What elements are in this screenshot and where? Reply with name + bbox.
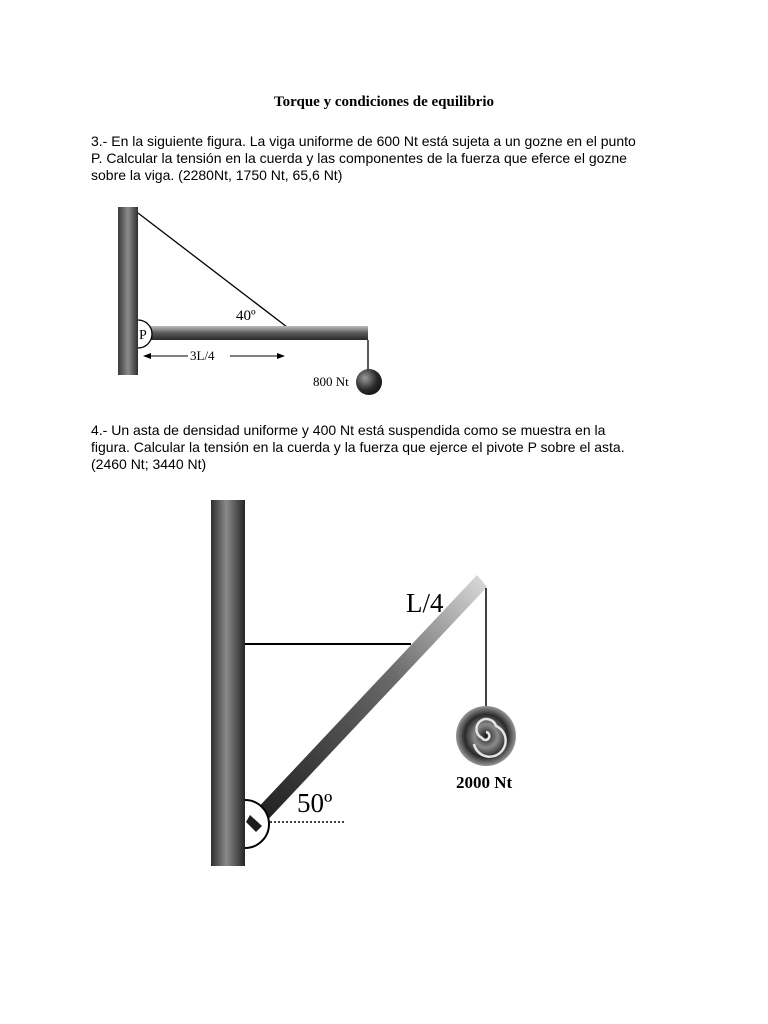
rod bbox=[252, 575, 487, 826]
distance-label: 3L/4 bbox=[190, 348, 215, 363]
weight-label: 800 Nt bbox=[313, 374, 349, 389]
angle-label: 40º bbox=[236, 308, 256, 324]
problem-3-line: 3.- En la siguiente figura. La viga uniforme de 600 Nt está sujeta a un gozne en el punto bbox=[91, 133, 636, 149]
weight-label: 2000 Nt bbox=[456, 773, 513, 792]
wall bbox=[211, 500, 245, 866]
distance-label: L/4 bbox=[406, 588, 444, 618]
pivot-label: P bbox=[139, 328, 147, 343]
problem-3-line: sobre la viga. (2280Nt, 1750 Nt, 65,6 Nt) bbox=[91, 167, 343, 183]
problem-4-line: 4.- Un asta de densidad uniforme y 400 Nt está suspendida como se muestra en la bbox=[91, 422, 606, 438]
problem-3-line: P. Calcular la tensión en la cuerda y las componentes de la fuerza que eferce el gozne bbox=[91, 150, 627, 166]
angle-label: 50º bbox=[297, 788, 333, 818]
page-title: Torque y condiciones de equilibrio bbox=[273, 94, 495, 110]
problem-4-line: figura. Calcular la tensión en la cuerda y la fuerza que ejerce el pivote P sobre el asta. bbox=[91, 439, 625, 455]
problem-4-line: (2460 Nt; 3440 Nt) bbox=[91, 456, 207, 472]
